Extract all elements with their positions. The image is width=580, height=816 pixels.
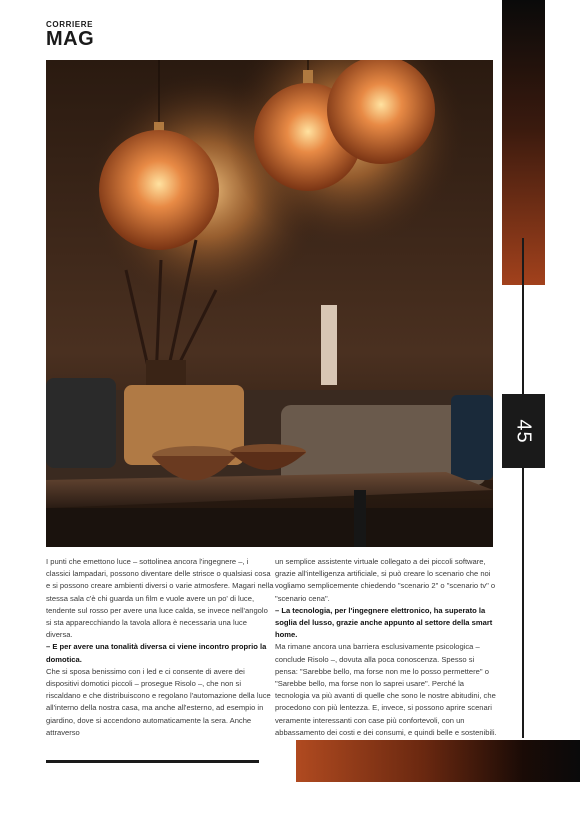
logo-big-text: MAG xyxy=(46,28,95,50)
article-column-left xyxy=(46,556,274,739)
page-number-tab xyxy=(502,394,545,468)
footer-rule xyxy=(46,760,259,763)
article-photo xyxy=(46,60,493,547)
page-number: 45 xyxy=(513,418,535,444)
article-paragraph: I punti che emettono luce – sottolinea ancora l'ingegnere –, i classici lampadari, possono diventare delle strisce o qualsiasi cosa e si possono creare ambienti diversi o varie atmosfere. Magari nella stessa sala c'è chi guarda un film e vuole avere un po' di luce, tendente sul rosso per avere una luce calda, se invece nell'angolo si sta apparecchiando la tavola allora è necessaria una luce diversa. xyxy=(46,557,274,640)
article-question: – E per avere una tonalità diversa ci viene incontro proprio la domotica. xyxy=(46,642,267,664)
magazine-logo xyxy=(46,20,94,51)
sidebar-divider-line xyxy=(522,238,524,738)
article-paragraph: Che si sposa benissimo con i led e ci consente di avere dei dispositivi domotici piccoli – prosegue Risolo –, che non si riscaldano e che distribuiscono e regolano l'automazione della luce all'interno della nostra casa, ma anche all'esterno, ad esempio in giardino, dove si accendono automaticamente la sera. Anche attraverso xyxy=(46,666,271,737)
footer-gradient-bar xyxy=(296,740,580,782)
logo-small-text: CORRIERE xyxy=(46,20,94,29)
article-paragraph: un semplice assistente virtuale collegato a dei piccoli software, grazie all'intelligenza artificiale, si può creare lo scenario che noi vogliamo semplicemente chiedendo "scenario 2" o "scenario tv" o "scenario cena". xyxy=(275,557,496,603)
article-question: – La tecnologia, per l'ingegnere elettronico, ha superato la soglia del lusso, grazie anche appunto al settore della smart home. xyxy=(275,605,493,640)
article-paragraph: Ma rimane ancora una barriera esclusivamente psicologica – conclude Risolo –, dovuta alla poca conoscenza. Spesso si pensa: "Sarebbe bello, ma forse non me lo posso permettere" o "Sarebbe bello, ma forse non lo saprei usare". Perché la tecnologia va più avanti di quelle che sono le nostre abitudini, che procedono con più lentezza. E, invece, si possono aprire scenari veramente interessanti con case più confortevoli, con un abbassamento dei costi e dei consumi, e quindi belle e sostenibili. xyxy=(275,642,497,737)
article-column-right xyxy=(275,556,497,739)
